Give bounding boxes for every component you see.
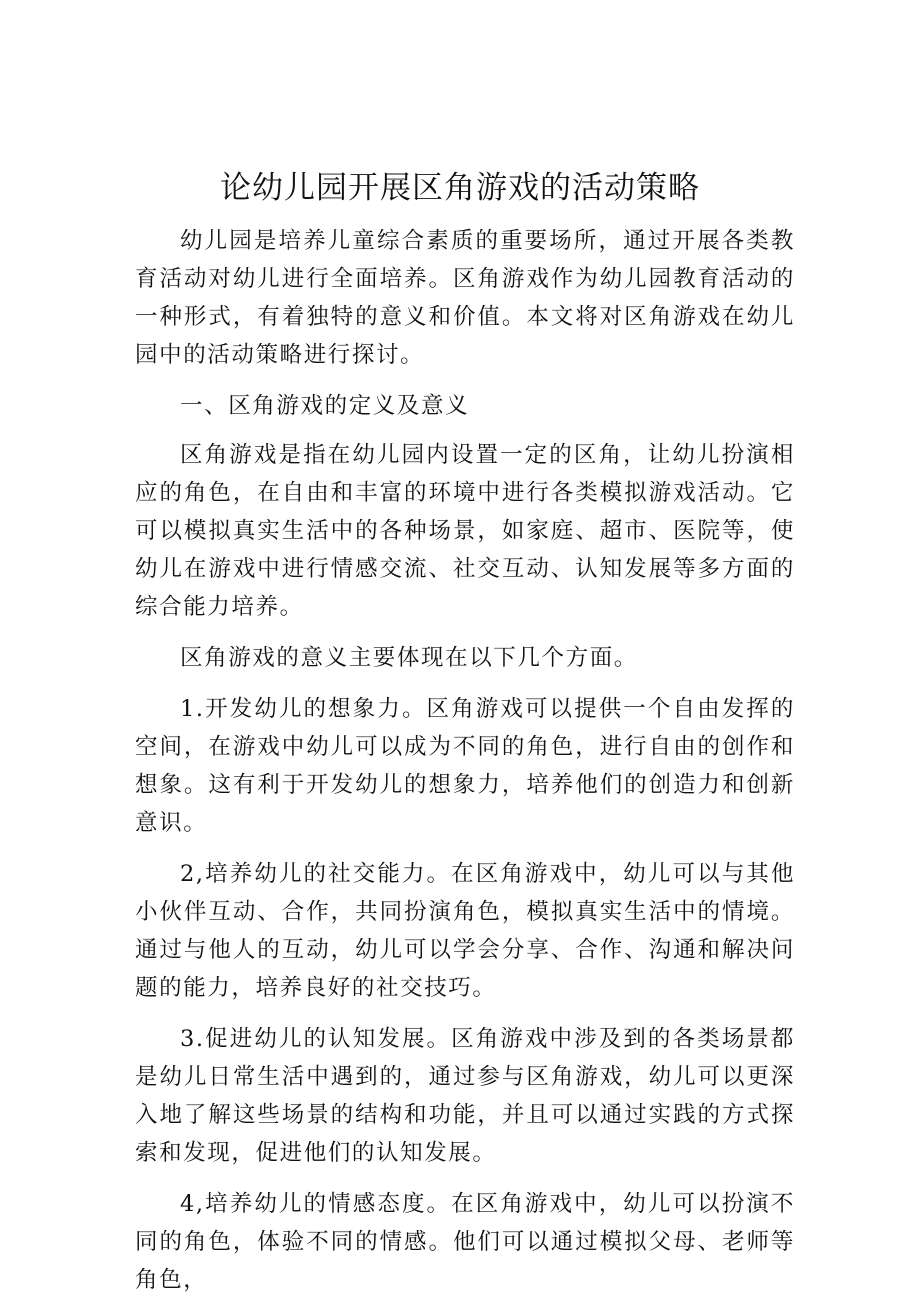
paragraph-definition: 区角游戏是指在幼儿园内设置一定的区角，让幼儿扮演相应的角色，在自由和丰富的环境中进行各类模拟游戏活动。它可以模拟真实生活中的各种场景，如家庭、超市、医院等，使幼儿在游戏中进行情感交流、社交互动、认知发展等多方面的综合能力培养。 [135,442,795,620]
document-title: 论幼儿园开展区角游戏的活动策略 [220,170,700,206]
paragraph-significance-lead: 区角游戏的意义主要体现在以下几个方面。 [180,645,638,671]
paragraph-point-imagination: 1.开发幼儿的想象力。区角游戏可以提供一个自由发挥的空间，在游戏中幼儿可以成为不同的角色，进行自由的创作和想象。这有利于开发幼儿的想象力，培养他们的创造力和创新意识。 [135,696,795,836]
paragraph-point-social: 2,培养幼儿的社交能力。在区角游戏中，幼儿可以与其他小伙伴互动、合作，共同扮演角色，模拟真实生活中的情境。通过与他人的互动，幼儿可以学会分享、合作、沟通和解决问题的能力，培养良好的社交技巧。 [135,861,795,1001]
paragraph-intro: 幼儿园是培养儿童综合素质的重要场所，通过开展各类教育活动对幼儿进行全面培养。区角游戏作为幼儿园教育活动的一种形式，有着独特的意义和价值。本文将对区角游戏在幼儿园中的活动策略进行探讨。 [135,228,795,368]
document-body [135,222,795,1312]
paragraph-point-emotional: 4,培养幼儿的情感态度。在区角游戏中，幼儿可以扮演不同的角色，体验不同的情感。他们可以通过模拟父母、老师等角色， [135,1191,795,1293]
paragraph-point-cognitive: 3.促进幼儿的认知发展。区角游戏中涉及到的各类场景都是幼儿日常生活中遇到的，通过参与区角游戏，幼儿可以更深入地了解这些场景的结构和功能，并且可以通过实践的方式探索和发现，促进他们的认知发展。 [135,1026,795,1166]
section-heading-definition: 一、区角游戏的定义及意义 [180,393,470,419]
